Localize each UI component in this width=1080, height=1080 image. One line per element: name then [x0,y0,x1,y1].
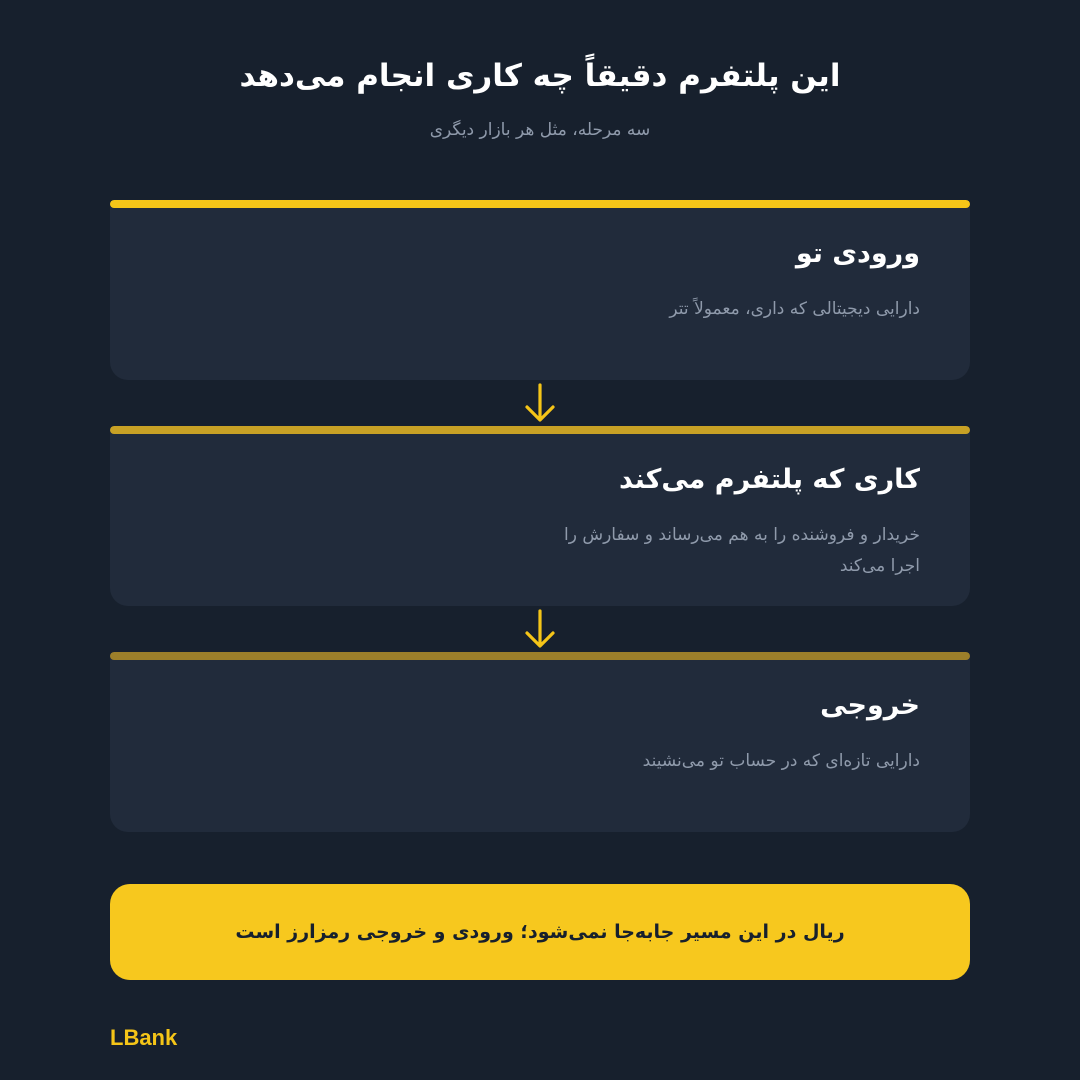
step-card-platform [110,426,970,606]
page-subtitle: سه مرحله، مثل هر بازار دیگری [429,120,651,140]
arrow-down-icon [522,382,558,424]
step-title: کاری که پلتفرم می‌کند [619,464,920,495]
brand-logo: LBank [110,1025,178,1050]
step-description: خریدار و فروشنده را به هم می‌رساند و سفارش را اجرا می‌کند [564,525,920,576]
step-title: ورودی تو [795,238,920,269]
step-card-output [110,652,970,832]
page-title: این پلتفرم دقیقاً چه کاری انجام می‌دهد [239,58,841,94]
note-banner [110,884,970,980]
step-card-input [110,200,970,380]
step-title: خروجی [820,690,920,721]
step-accent-bar [110,200,970,208]
step-accent-bar [110,426,970,434]
step-description: دارایی تازه‌ای که در حساب تو می‌نشیند [642,751,920,771]
note-text: ریال در این مسیر جابه‌جا نمی‌شود؛ ورودی و خروجی رمزارز است [235,921,845,943]
arrow-down-icon [522,608,558,650]
step-description: دارایی دیجیتالی که داری، معمولاً تتر [669,299,920,319]
step-accent-bar [110,652,970,660]
